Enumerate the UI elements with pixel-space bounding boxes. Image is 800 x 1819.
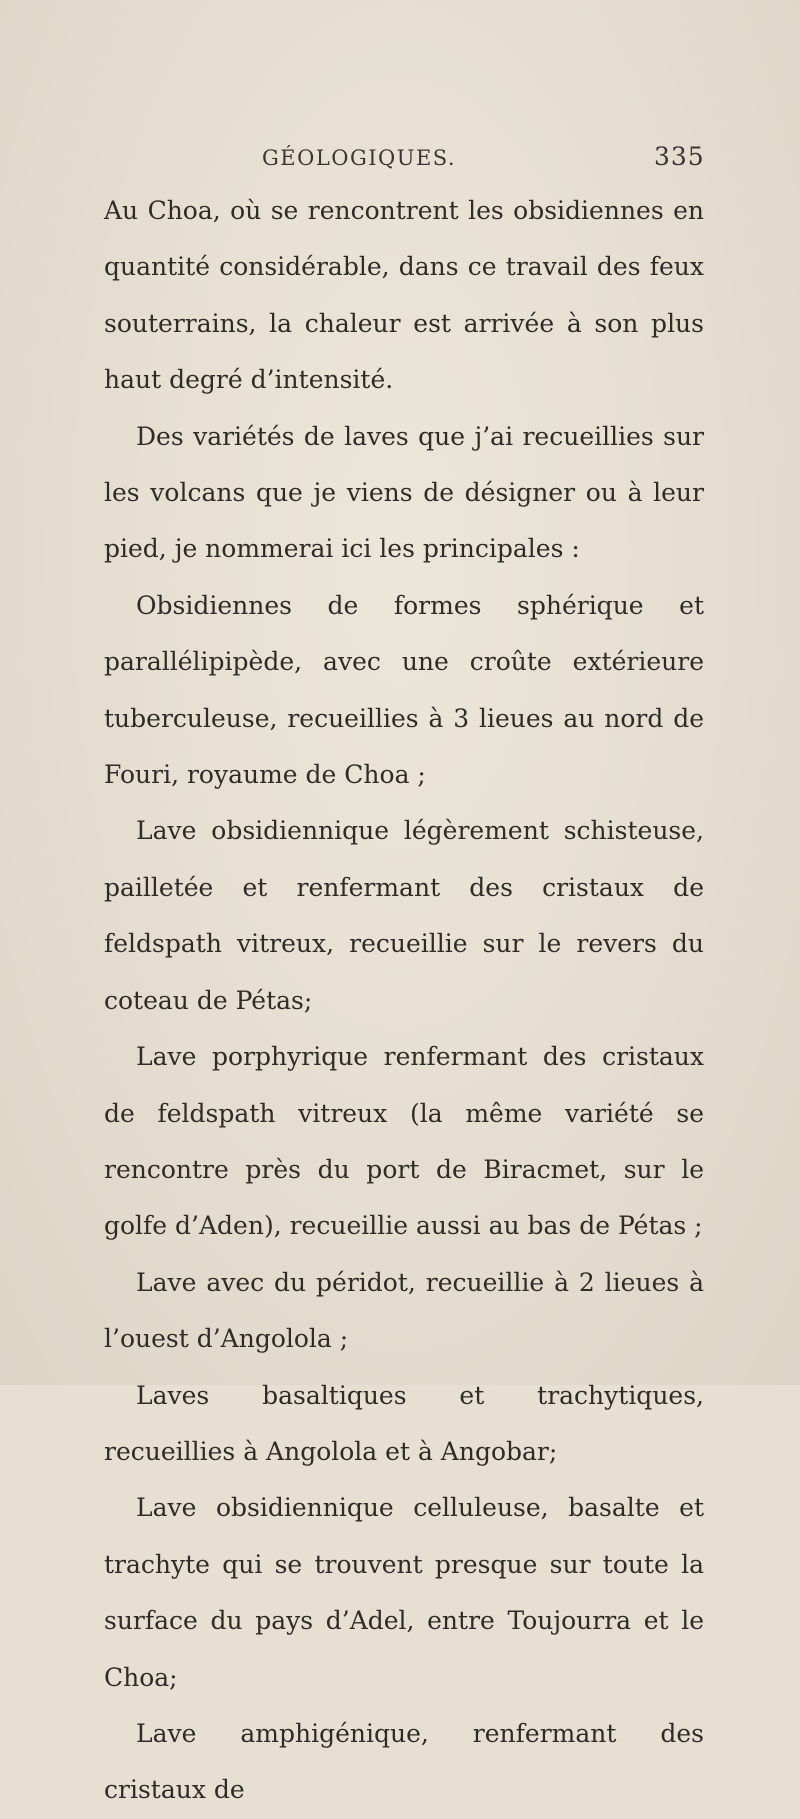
paragraph-7: Laves basaltiques et trachytiques, recueillies à Angolola et à Angobar; (104, 1380, 704, 1466)
paragraph-4: Lave obsidiennique légèrement schisteuse, pailletée et renfermant des cristaux de feldspath vitreux, recueillie sur le revers du coteau de Pétas; (104, 816, 704, 1015)
page-number: 335 (654, 142, 705, 171)
paragraph-1: Au Choa, où se rencontrent les obsidiennes en quantité considérable, dans ce travail des feux souterrains, la chaleur est arrivée à son plus haut degré d’intensité. (104, 196, 704, 395)
paragraph-8: Lave obsidiennique celluleuse, basalte et trachyte qui se trouvent presque sur toute la surface du pays d’Adel, entre Toujourra et le Choa; (104, 1493, 704, 1692)
paragraph-2: Des variétés de laves que j’ai recueillies sur les volcans que je viens de désigner ou à leur pied, je nommerai ici les principales : (104, 421, 704, 564)
paragraph-3: Obsidiennes de formes sphérique et parallélipipède, avec une croûte extérieure tuberculeuse, recueillies à 3 lieues au nord de Fouri, royaume de Choa ; (104, 590, 704, 790)
paragraph-9: Lave amphigénique, renfermant des cristaux de (104, 1718, 704, 1805)
paragraph-6: Lave avec du péridot, recueillie à 2 lieues à l’ouest d’Angolola ; (104, 1267, 704, 1354)
paragraph-5: Lave porphyrique renfermant des cristaux de feldspath vitreux (la même variété se rencontre près du port de Biracmet, sur le golfe d’Aden), recueillie aussi au bas de Pétas ; (104, 1042, 704, 1241)
page-header (0, 140, 800, 176)
running-head: GÉOLOGIQUES. (262, 146, 457, 170)
body-text (104, 183, 704, 1819)
